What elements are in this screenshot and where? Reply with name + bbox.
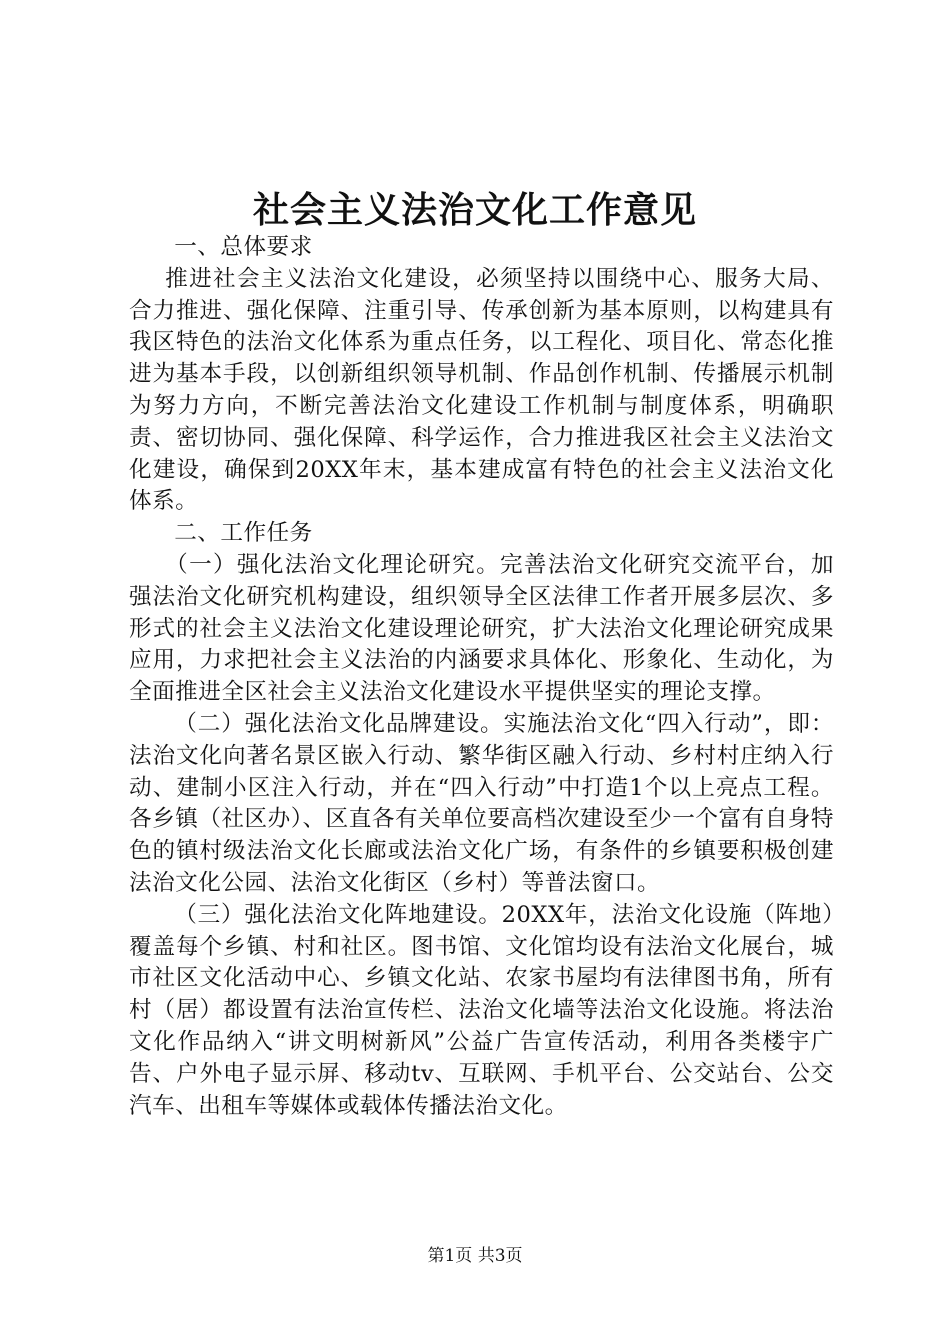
page-number-footer: 第1页 共3页	[427, 1246, 523, 1266]
document-body	[129, 232, 834, 1122]
paragraph-task-2: （二）强化法治文化品牌建设。实施法治文化“四入行动”，即：法治文化向著名景区嵌入行动、繁华街区融入行动、乡村村庄纳入行动、建制小区注入行动，并在“四入行动”中打造1个以上亮点工程。各乡镇（社区办）、区直各有关单位要高档次建设至少一个富有自身特色的镇村级法治文化长廊或法治文化广场，有条件的乡镇要积极创建法治文化公园、法治文化街区（乡村）等普法窗口。	[129, 710, 834, 896]
page-title: 社会主义法治文化工作意见	[252, 189, 697, 231]
section-heading-work-tasks: 二、工作任务	[174, 520, 313, 547]
paragraph-task-3: （三）强化法治文化阵地建设。20XX年，法治文化设施（阵地）覆盖每个乡镇、村和社区。图书馆、文化馆均设有法治文化展台，城市社区文化活动中心、乡镇文化站、农家书屋均有法律图书角，所有村（居）都设置有法治宣传栏、法治文化墙等法治文化设施。将法治文化作品纳入“讲文明树新风”公益广告宣传活动，利用各类楼宇广告、户外电子显示屏、移动tv、互联网、手机平台、公交站台、公交汽车、出租车等媒体或载体传播法治文化。	[129, 901, 834, 1119]
paragraph-general-requirements: 推进社会主义法治文化建设，必须坚持以围绕中心、服务大局、合力推进、强化保障、注重引导、传承创新为基本原则，以构建具有我区特色的法治文化体系为重点任务，以工程化、项目化、常态化推进为基本手段，以创新组织领导机制、作品创作机制、传播展示机制为努力方向，不断完善法治文化建设工作机制与制度体系，明确职责、密切协同、强化保障、科学运作，合力推进我区社会主义法治文化建设，确保到20XX年末，基本建成富有特色的社会主义法治文化体系。	[129, 265, 834, 515]
paragraph-task-1: （一）强化法治文化理论研究。完善法治文化研究交流平台，加强法治文化研究机构建设，组织领导全区法律工作者开展多层次、多形式的社会主义法治文化建设理论研究，扩大法治文化理论研究成果应用，力求把社会主义法治的内涵要求具体化、形象化、生动化，为全面推进全区社会主义法治文化建设水平提供坚实的理论支撑。	[129, 551, 834, 706]
section-heading-general-requirements: 一、总体要求	[174, 234, 313, 260]
